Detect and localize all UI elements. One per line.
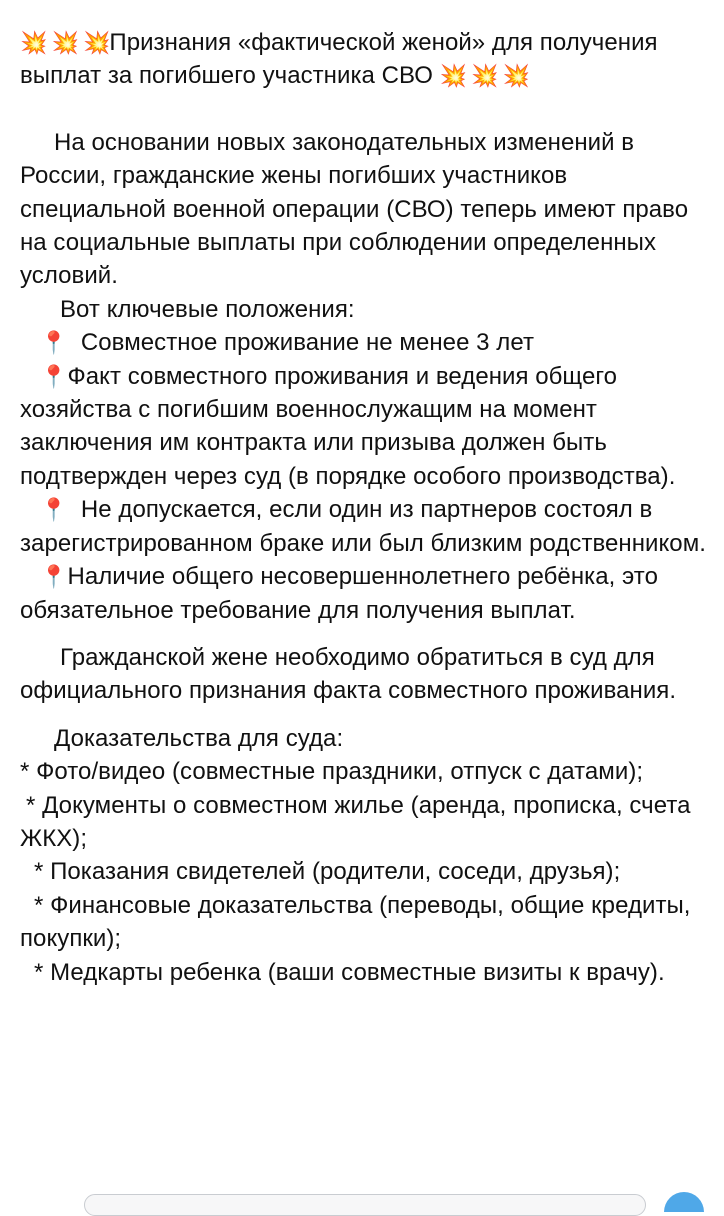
intro-paragraph: На основании новых законодательных изменений в России, гражданские жены погибших участников специальной военной операции (СВО) теперь имеют право на социальные выплаты при соблюдении определенных условий. (20, 128, 689, 290)
post-title (20, 26, 710, 93)
evidence-item: * Фото/видео (совместные праздники, отпуск с датами); (20, 758, 644, 786)
list-item: 📍 Не допускается, если один из партнеров состоял в зарегистрированном браке или был близким родственником. (20, 496, 706, 557)
list-item: 📍Факт совместного проживания и ведения общего хозяйства с погибшим военнослужащим на момент заключения им контракта или призыва должен быть подтвержден через суд (в порядке особого производства). (20, 362, 676, 490)
evidence-item: * Документы о совместном жилье (аренда, прописка, счета ЖКХ); (20, 791, 691, 852)
explosion-icon: 💥 💥 💥 (20, 30, 110, 55)
evidence-item: * Финансовые доказательства (переводы, общие кредиты, покупки); (20, 891, 691, 953)
send-button[interactable] (664, 1192, 704, 1212)
evidence-item: * Медкарты ребенка (ваши совместные визиты к врачу). (34, 958, 665, 986)
list-item: 📍 Совместное проживание не менее 3 лет (40, 329, 534, 357)
pin-icon: 📍 (40, 564, 68, 590)
spacer (20, 708, 710, 722)
key-points-heading: Вот ключевые положения: (60, 295, 355, 323)
message-input[interactable] (84, 1194, 646, 1216)
evidence-item: * Показания свидетелей (родители, соседи, друзья); (34, 858, 621, 886)
pin-icon: 📍 (40, 497, 68, 523)
pin-icon: 📍 (40, 330, 68, 356)
message-body (20, 26, 710, 989)
post-title-text: Признания «фактической женой» для получения выплат за погибшего участника СВО (20, 29, 658, 90)
court-note-paragraph: Гражданской жене необходимо обратиться в суд для официального признания факта совместного проживания. (20, 643, 677, 705)
spacer (20, 627, 710, 641)
evidence-heading: Доказательства для суда: (54, 724, 344, 752)
list-item: 📍Наличие общего несовершеннолетнего ребёнка, это обязательное требование для получения выплат. (20, 563, 658, 624)
pin-icon: 📍 (40, 363, 68, 389)
spacer (20, 93, 710, 126)
explosion-icon: 💥 💥 💥 (439, 63, 530, 89)
